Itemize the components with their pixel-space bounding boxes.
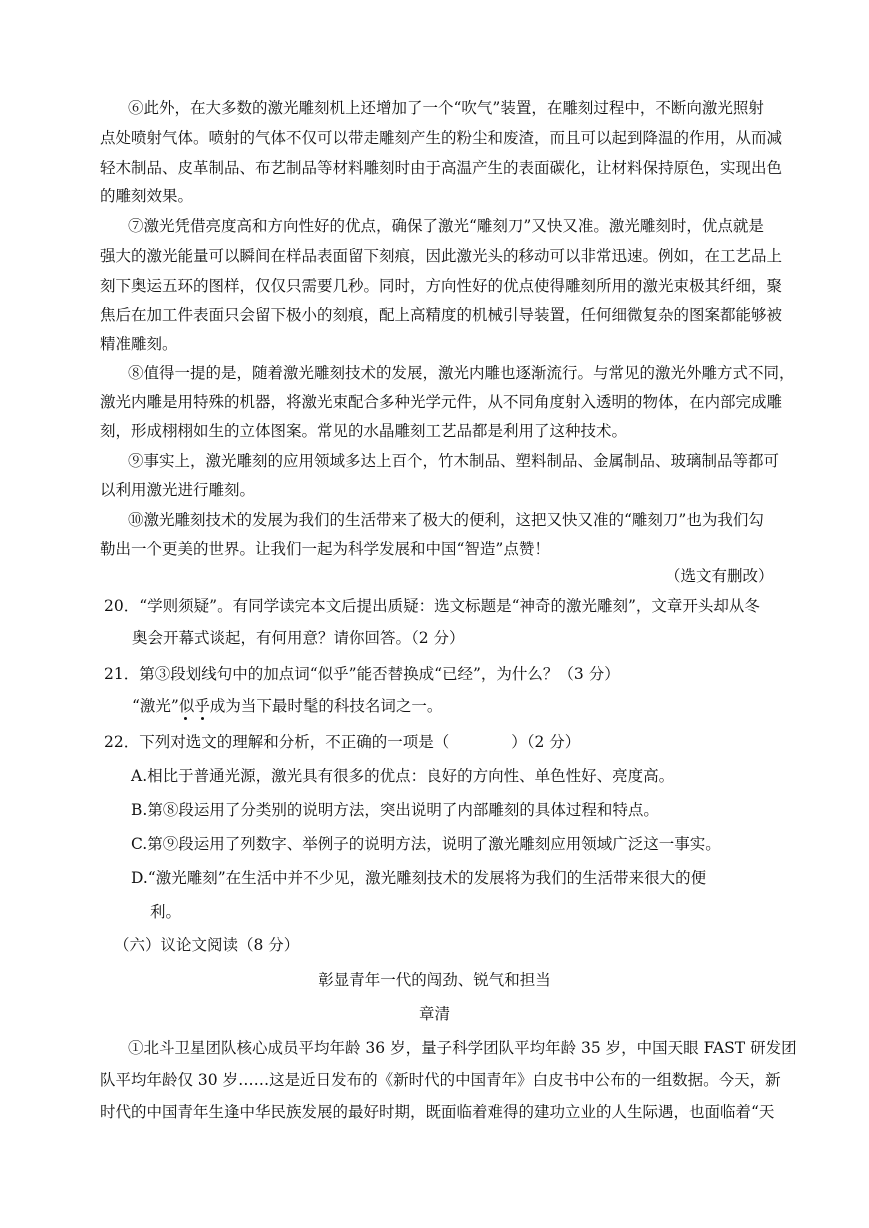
essay-author: 章清 (418, 1005, 450, 1023)
p6-line-3: 轻木制品、皮革制品、布艺制品等材料雕刻时由于高温产生的表面碳化，让材料保持原色，实现出色 (100, 159, 783, 177)
emphasis-dot (201, 717, 204, 720)
p7-line-4: 焦后在加工件表面只会留下极小的刻痕，配上高精度的机械引导装置，任何细微复杂的图案都能够被 (100, 306, 783, 324)
p9-line-1: ⑨事实上，激光雕刻的应用领域多达上百个，竹木制品、塑料制品、金属制品、玻璃制品等都可 (128, 452, 780, 470)
quote-after: 成为当下最时髦的科技名词之一。 (209, 697, 443, 715)
essay-p1-line-3: 时代的中国青年生逢中华民族发展的最好时期，既面临着难得的建功立业的人生际遇，也面临着“天 (100, 1103, 775, 1121)
option-c: C.第⑨段运用了列数字、举例子的说明方法，说明了激光雕刻应用领域广泛这一事实。 (131, 835, 721, 853)
question-21: 21．第③段划线句中的加点词“似乎”能否替换成“已经”，为什么？（3 分） (104, 665, 620, 683)
p6-line-1: ⑥此外，在大多数的激光雕刻机上还增加了一个“吹气”装置，在雕刻过程中，不断向激光照射 (128, 99, 764, 117)
option-b: B.第⑧段运用了分类别的说明方法，突出说明了内部雕刻的具体过程和特点。 (131, 801, 659, 819)
p10-line-2: 勒出一个更美的世界。让我们一起为科学发展和中国“智造”点赞！ (100, 540, 550, 558)
p8-line-1: ⑧值得一提的是，随着激光雕刻技术的发展，激光内雕也逐渐流行。与常见的激光外雕方式不同， (128, 364, 795, 382)
p7-line-2: 强大的激光能量可以瞬间在样品表面留下刻痕，因此激光头的移动可以非常迅速。例如，在工艺品上 (100, 247, 783, 265)
p7-line-5: 精准雕刻。 (100, 335, 178, 353)
emphasized-word-text: 似乎 (178, 697, 210, 715)
section-heading: （六）议论文阅读（8 分） (114, 936, 300, 954)
essay-title: 彰显青年一代的闯劲、锐气和担当 (318, 971, 551, 989)
p10-line-1: ⑩激光雕刻技术的发展为我们的生活带来了极大的便利，这把又快又准的“雕刻刀”也为我们勾 (128, 511, 764, 529)
p8-line-3: 刻，形成栩栩如生的立体图案。常见的水晶雕刻工艺品都是利用了这种技术。 (100, 422, 628, 440)
option-d-line-1: D.“激光雕刻”在生活中并不少见，激光雕刻技术的发展将为我们的生活带来很大的便 (131, 869, 707, 887)
p7-line-1: ⑦激光凭借亮度高和方向性好的优点，确保了激光“雕刻刀”又快又准。激光雕刻时，优点就是 (128, 217, 764, 235)
p7-line-3: 刻下奥运五环的图样，仅仅只需要几秒。同时，方向性好的优点使得雕刻所用的激光束极其纤细，聚 (100, 277, 783, 295)
quote-before: “激光” (132, 697, 179, 715)
question-22: 22．下列对选文的理解和分析，不正确的一项是（ ）（2 分） (104, 733, 581, 751)
p9-line-2: 以利用激光进行雕刻。 (100, 481, 256, 499)
source-note: （选文有删改） (665, 567, 774, 585)
p6-line-2: 点处喷射气体。喷射的气体不仅可以带走雕刻产生的粉尘和废渣，而且可以起到降温的作用，从而减 (100, 129, 783, 147)
option-d-line-2: 利。 (150, 903, 182, 921)
p6-line-4: 的雕刻效果。 (100, 187, 194, 205)
question-20-line-1: 20．“学则须疑”。有同学读完本文后提出质疑：选文标题是“神奇的激光雕刻”，文章开头却从冬 (104, 597, 760, 615)
question-21-quote (132, 696, 442, 716)
essay-p1-line-2: 队平均年龄仅 30 岁……这是近日发布的《新时代的中国青年》白皮书中公布的一组数据。今天，新 (100, 1071, 781, 1089)
emphasis-dots (179, 717, 210, 723)
p8-line-2: 激光内雕是用特殊的机器，将激光束配合多种光学元件，从不同角度射入透明的物体，在内部完成雕 (100, 393, 783, 411)
question-20-line-2: 奥会开幕式谈起，有何用意？请你回答。（2 分） (132, 629, 465, 647)
emphasized-word (179, 696, 210, 716)
emphasis-dot (184, 717, 187, 720)
essay-p1-line-1: ①北斗卫星团队核心成员平均年龄 36 岁，量子科学团队平均年龄 35 岁，中国天眼 FAST 研发团 (128, 1039, 797, 1057)
option-a: A.相比于普通光源，激光具有很多的优点：良好的方向性、单色性好、亮度高。 (131, 767, 675, 785)
